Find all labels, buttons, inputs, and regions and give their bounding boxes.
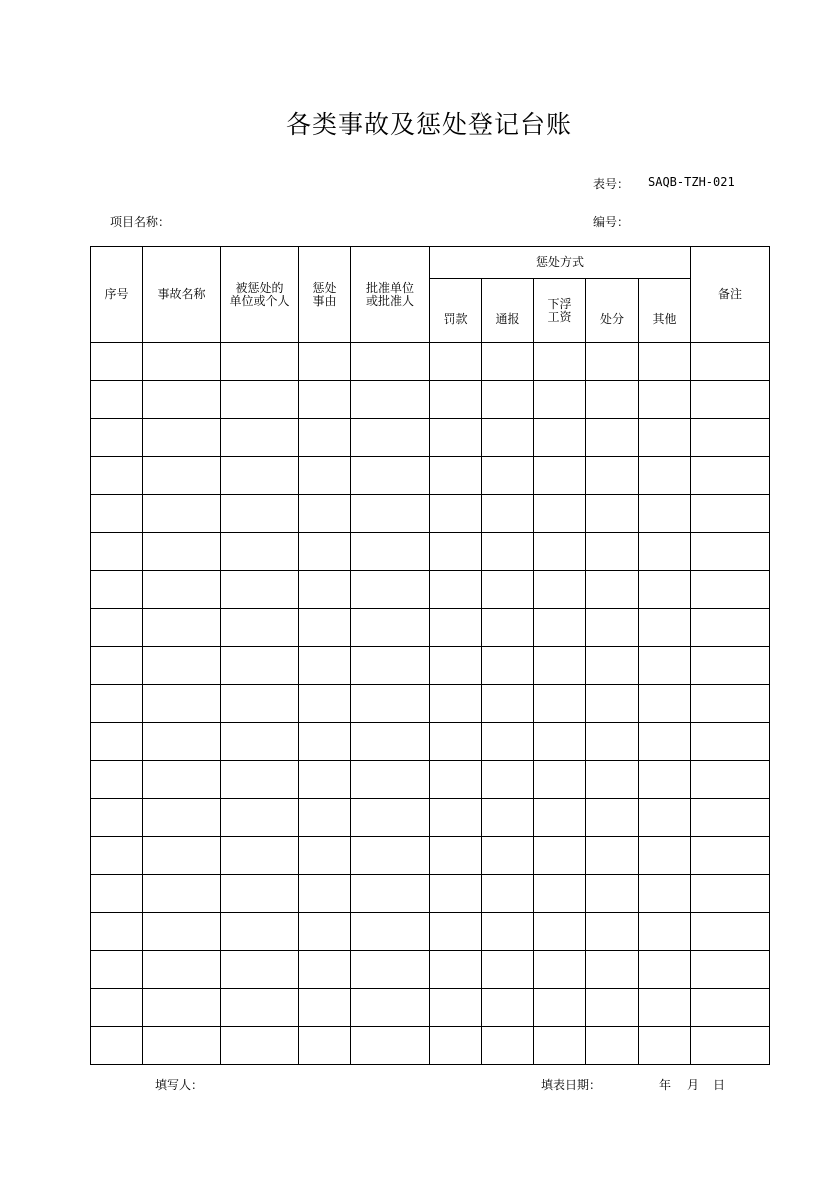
table-cell[interactable] [143,571,221,609]
header-reason-line1: 惩处 [312,280,337,295]
table-cell[interactable] [143,875,221,913]
table-cell[interactable] [299,609,351,647]
table-cell[interactable] [586,381,639,419]
table-cell[interactable] [691,989,770,1027]
table-cell[interactable] [351,951,430,989]
table-cell[interactable] [639,723,691,761]
header-sanction [586,279,639,343]
table-cell[interactable] [482,799,534,837]
table-cell[interactable] [351,381,430,419]
table-cell[interactable] [430,495,482,533]
table-cell[interactable] [351,875,430,913]
table-cell[interactable] [482,875,534,913]
table-cell[interactable] [351,495,430,533]
page-title: 各类事故及惩处登记台账 [285,110,572,139]
table-cell[interactable] [586,1027,639,1065]
table-cell[interactable] [430,457,482,495]
table-cell[interactable] [534,951,586,989]
header-punished-line1: 被惩处的 [235,280,284,295]
table-cell[interactable] [299,913,351,951]
table-cell[interactable] [91,419,143,457]
table-cell[interactable] [586,913,639,951]
table-cell[interactable] [534,1027,586,1065]
table-row [91,761,770,799]
table-cell[interactable] [430,381,482,419]
table-cell[interactable] [143,951,221,989]
date-day-label: 日 [713,1078,726,1092]
table-row [91,1027,770,1065]
table-row [91,989,770,1027]
table-cell[interactable] [91,457,143,495]
table-cell[interactable] [299,571,351,609]
form-code-label: 表号： [593,177,630,191]
table-row [91,647,770,685]
header-wage-cut-line1: 下浮 [547,296,572,311]
table-cell[interactable] [586,457,639,495]
table-cell[interactable] [534,571,586,609]
table-row [91,609,770,647]
table-cell[interactable] [221,951,299,989]
table-cell[interactable] [221,647,299,685]
ledger-table [90,246,770,1065]
header-wage-cut-line2: 工资 [547,309,572,324]
table-cell[interactable] [351,989,430,1027]
table-cell[interactable] [91,837,143,875]
table-cell[interactable] [534,913,586,951]
table-cell[interactable] [639,951,691,989]
table-cell[interactable] [586,343,639,381]
table-cell[interactable] [299,495,351,533]
table-cell[interactable] [351,913,430,951]
table-cell[interactable] [91,875,143,913]
header-notice-text: 通报 [495,312,520,326]
table-cell[interactable] [221,609,299,647]
table-cell[interactable] [586,951,639,989]
table-cell[interactable] [430,951,482,989]
table-cell[interactable] [691,875,770,913]
table-cell[interactable] [691,381,770,419]
table-cell[interactable] [430,799,482,837]
table-row [91,533,770,571]
table-cell[interactable] [639,457,691,495]
header-method-group: 惩处方式 [430,247,691,279]
table-cell[interactable] [482,951,534,989]
header-approver-line1: 批准单位 [365,280,414,295]
table-cell[interactable] [534,495,586,533]
table-cell[interactable] [534,685,586,723]
table-cell[interactable] [221,1027,299,1065]
table-cell[interactable] [534,533,586,571]
table-cell[interactable] [534,419,586,457]
header-remarks: 备注 [691,247,770,343]
table-cell[interactable] [91,913,143,951]
table-cell[interactable] [221,761,299,799]
table-cell[interactable] [430,343,482,381]
table-cell[interactable] [221,495,299,533]
table-cell[interactable] [430,647,482,685]
table-cell[interactable] [143,913,221,951]
table-cell[interactable] [299,799,351,837]
table-cell[interactable] [351,723,430,761]
table-row [91,419,770,457]
header-accident-name: 事故名称 [143,247,221,343]
table-cell[interactable] [351,457,430,495]
table-cell[interactable] [482,989,534,1027]
table-cell[interactable] [482,419,534,457]
table-cell[interactable] [351,609,430,647]
table-cell[interactable] [351,571,430,609]
table-cell[interactable] [639,875,691,913]
table-cell[interactable] [482,1027,534,1065]
table-cell[interactable] [639,837,691,875]
table-cell[interactable] [221,989,299,1027]
table-cell[interactable] [534,647,586,685]
table-cell[interactable] [299,761,351,799]
table-cell[interactable] [639,381,691,419]
table-cell[interactable] [143,723,221,761]
table-cell[interactable] [221,799,299,837]
table-cell[interactable] [639,989,691,1027]
header-punished-party [221,247,299,343]
table-row [91,951,770,989]
table-cell[interactable] [221,571,299,609]
table-cell[interactable] [299,875,351,913]
table-cell[interactable] [534,989,586,1027]
table-cell[interactable] [639,495,691,533]
table-cell[interactable] [586,761,639,799]
table-cell[interactable] [691,685,770,723]
table-cell[interactable] [534,457,586,495]
table-cell[interactable] [351,685,430,723]
table-cell[interactable] [586,875,639,913]
table-cell[interactable] [143,761,221,799]
header-notice [482,279,534,343]
header-other [639,279,691,343]
table-cell[interactable] [430,913,482,951]
table-cell[interactable] [143,1027,221,1065]
header-fine-text: 罚款 [443,312,468,326]
table-cell[interactable] [91,989,143,1027]
table-cell[interactable] [430,723,482,761]
table-cell[interactable] [143,533,221,571]
table-cell[interactable] [221,685,299,723]
table-cell[interactable] [351,343,430,381]
table-cell[interactable] [299,1027,351,1065]
table-cell[interactable] [430,419,482,457]
table-cell[interactable] [351,837,430,875]
table-cell[interactable] [534,837,586,875]
table-cell[interactable] [91,381,143,419]
table-cell[interactable] [639,761,691,799]
table-cell[interactable] [534,723,586,761]
date-month-label: 月 [687,1078,700,1092]
table-cell[interactable] [430,533,482,571]
header-punished-line2: 单位或个人 [229,293,290,308]
table-cell[interactable] [143,609,221,647]
table-cell[interactable] [299,837,351,875]
table-cell[interactable] [143,685,221,723]
number-label: 编号： [593,215,630,229]
table-cell[interactable] [430,875,482,913]
header-approver-line2: 或批准人 [365,293,414,308]
table-cell[interactable] [91,723,143,761]
table-cell[interactable] [639,533,691,571]
table-row [91,495,770,533]
table-cell[interactable] [639,799,691,837]
table-cell[interactable] [586,837,639,875]
table-cell[interactable] [482,723,534,761]
table-cell[interactable] [143,457,221,495]
table-cell[interactable] [534,609,586,647]
date-year-label: 年 [659,1078,672,1092]
table-cell[interactable] [91,571,143,609]
header-sanction-text: 处分 [599,312,624,326]
header-approver [351,247,430,343]
table-cell[interactable] [482,609,534,647]
table-cell[interactable] [143,989,221,1027]
table-row [91,343,770,381]
fill-date-label: 填表日期： [541,1078,602,1092]
table-cell[interactable] [221,381,299,419]
header-seq: 序号 [91,247,143,343]
table-cell[interactable] [91,761,143,799]
table-cell[interactable] [221,457,299,495]
table-cell[interactable] [586,609,639,647]
table-cell[interactable] [586,571,639,609]
table-cell[interactable] [299,533,351,571]
table-cell[interactable] [482,457,534,495]
table-cell[interactable] [143,647,221,685]
table-cell[interactable] [221,837,299,875]
table-cell[interactable] [430,685,482,723]
table-cell[interactable] [351,647,430,685]
table-row [91,875,770,913]
table-cell[interactable] [639,913,691,951]
table-cell[interactable] [143,799,221,837]
table-cell[interactable] [482,647,534,685]
table-cell[interactable] [691,457,770,495]
table-cell[interactable] [299,989,351,1027]
table-cell[interactable] [639,647,691,685]
table-cell[interactable] [91,951,143,989]
table-row [91,799,770,837]
table-cell[interactable] [91,609,143,647]
table-cell[interactable] [482,685,534,723]
table-cell[interactable] [691,761,770,799]
table-cell[interactable] [586,533,639,571]
table-cell[interactable] [534,761,586,799]
table-cell[interactable] [430,761,482,799]
table-cell[interactable] [691,799,770,837]
table-cell[interactable] [586,989,639,1027]
table-cell[interactable] [221,875,299,913]
table-cell[interactable] [91,1027,143,1065]
table-cell[interactable] [221,533,299,571]
table-cell[interactable] [143,419,221,457]
table-cell[interactable] [691,495,770,533]
table-cell[interactable] [691,1027,770,1065]
table-cell[interactable] [691,419,770,457]
table-row [91,571,770,609]
table-row [91,457,770,495]
table-cell[interactable] [691,647,770,685]
header-other-text: 其他 [652,312,677,326]
table-cell[interactable] [430,989,482,1027]
form-code-value: SAQB-TZH-021 [648,175,735,189]
header-wage-cut [534,279,586,343]
table-cell[interactable] [586,647,639,685]
table-cell[interactable] [299,723,351,761]
table-cell[interactable] [221,419,299,457]
table-cell[interactable] [482,495,534,533]
table-cell[interactable] [430,609,482,647]
table-cell[interactable] [299,647,351,685]
table-cell[interactable] [639,1027,691,1065]
table-cell[interactable] [691,913,770,951]
table-cell[interactable] [534,875,586,913]
table-cell[interactable] [482,343,534,381]
table-cell[interactable] [351,761,430,799]
table-row [91,685,770,723]
table-cell[interactable] [691,609,770,647]
header-fine [430,279,482,343]
table-row [91,837,770,875]
table-row [91,381,770,419]
table-cell[interactable] [430,837,482,875]
table-cell[interactable] [639,419,691,457]
table-cell[interactable] [691,951,770,989]
table-cell[interactable] [351,1027,430,1065]
table-cell[interactable] [299,951,351,989]
table-cell[interactable] [482,571,534,609]
table-cell[interactable] [482,381,534,419]
table-cell[interactable] [534,381,586,419]
table-cell[interactable] [143,343,221,381]
table-cell[interactable] [221,343,299,381]
table-cell[interactable] [430,1027,482,1065]
table-cell[interactable] [299,457,351,495]
table-cell[interactable] [143,381,221,419]
table-cell[interactable] [221,723,299,761]
table-cell[interactable] [691,343,770,381]
table-cell[interactable] [351,799,430,837]
table-cell[interactable] [91,343,143,381]
table-cell[interactable] [482,837,534,875]
table-cell[interactable] [639,609,691,647]
project-name-label: 项目名称： [110,215,171,229]
table-cell[interactable] [351,533,430,571]
table-cell[interactable] [639,343,691,381]
table-cell[interactable] [639,571,691,609]
table-cell[interactable] [430,571,482,609]
table-cell[interactable] [534,799,586,837]
table-cell[interactable] [586,495,639,533]
table-cell[interactable] [586,685,639,723]
table-row [91,913,770,951]
table-cell[interactable] [221,913,299,951]
table-cell[interactable] [691,837,770,875]
table-cell[interactable] [299,381,351,419]
table-cell[interactable] [691,571,770,609]
table-cell[interactable] [299,419,351,457]
filler-label: 填写人： [155,1078,204,1092]
table-cell[interactable] [91,533,143,571]
table-cell[interactable] [91,495,143,533]
table-cell[interactable] [482,761,534,799]
table-cell[interactable] [586,419,639,457]
table-cell[interactable] [639,685,691,723]
table-cell[interactable] [91,799,143,837]
table-cell[interactable] [691,533,770,571]
table-cell[interactable] [586,799,639,837]
table-cell[interactable] [299,343,351,381]
table-cell[interactable] [143,837,221,875]
table-cell[interactable] [299,685,351,723]
table-cell[interactable] [534,343,586,381]
table-cell[interactable] [482,913,534,951]
table-cell[interactable] [691,723,770,761]
table-cell[interactable] [91,647,143,685]
ledger-body [91,343,770,1065]
table-cell[interactable] [351,419,430,457]
table-cell[interactable] [586,723,639,761]
header-reason [299,247,351,343]
table-row [91,723,770,761]
table-cell[interactable] [91,685,143,723]
table-cell[interactable] [143,495,221,533]
table-cell[interactable] [482,533,534,571]
header-reason-line2: 事由 [312,293,337,308]
